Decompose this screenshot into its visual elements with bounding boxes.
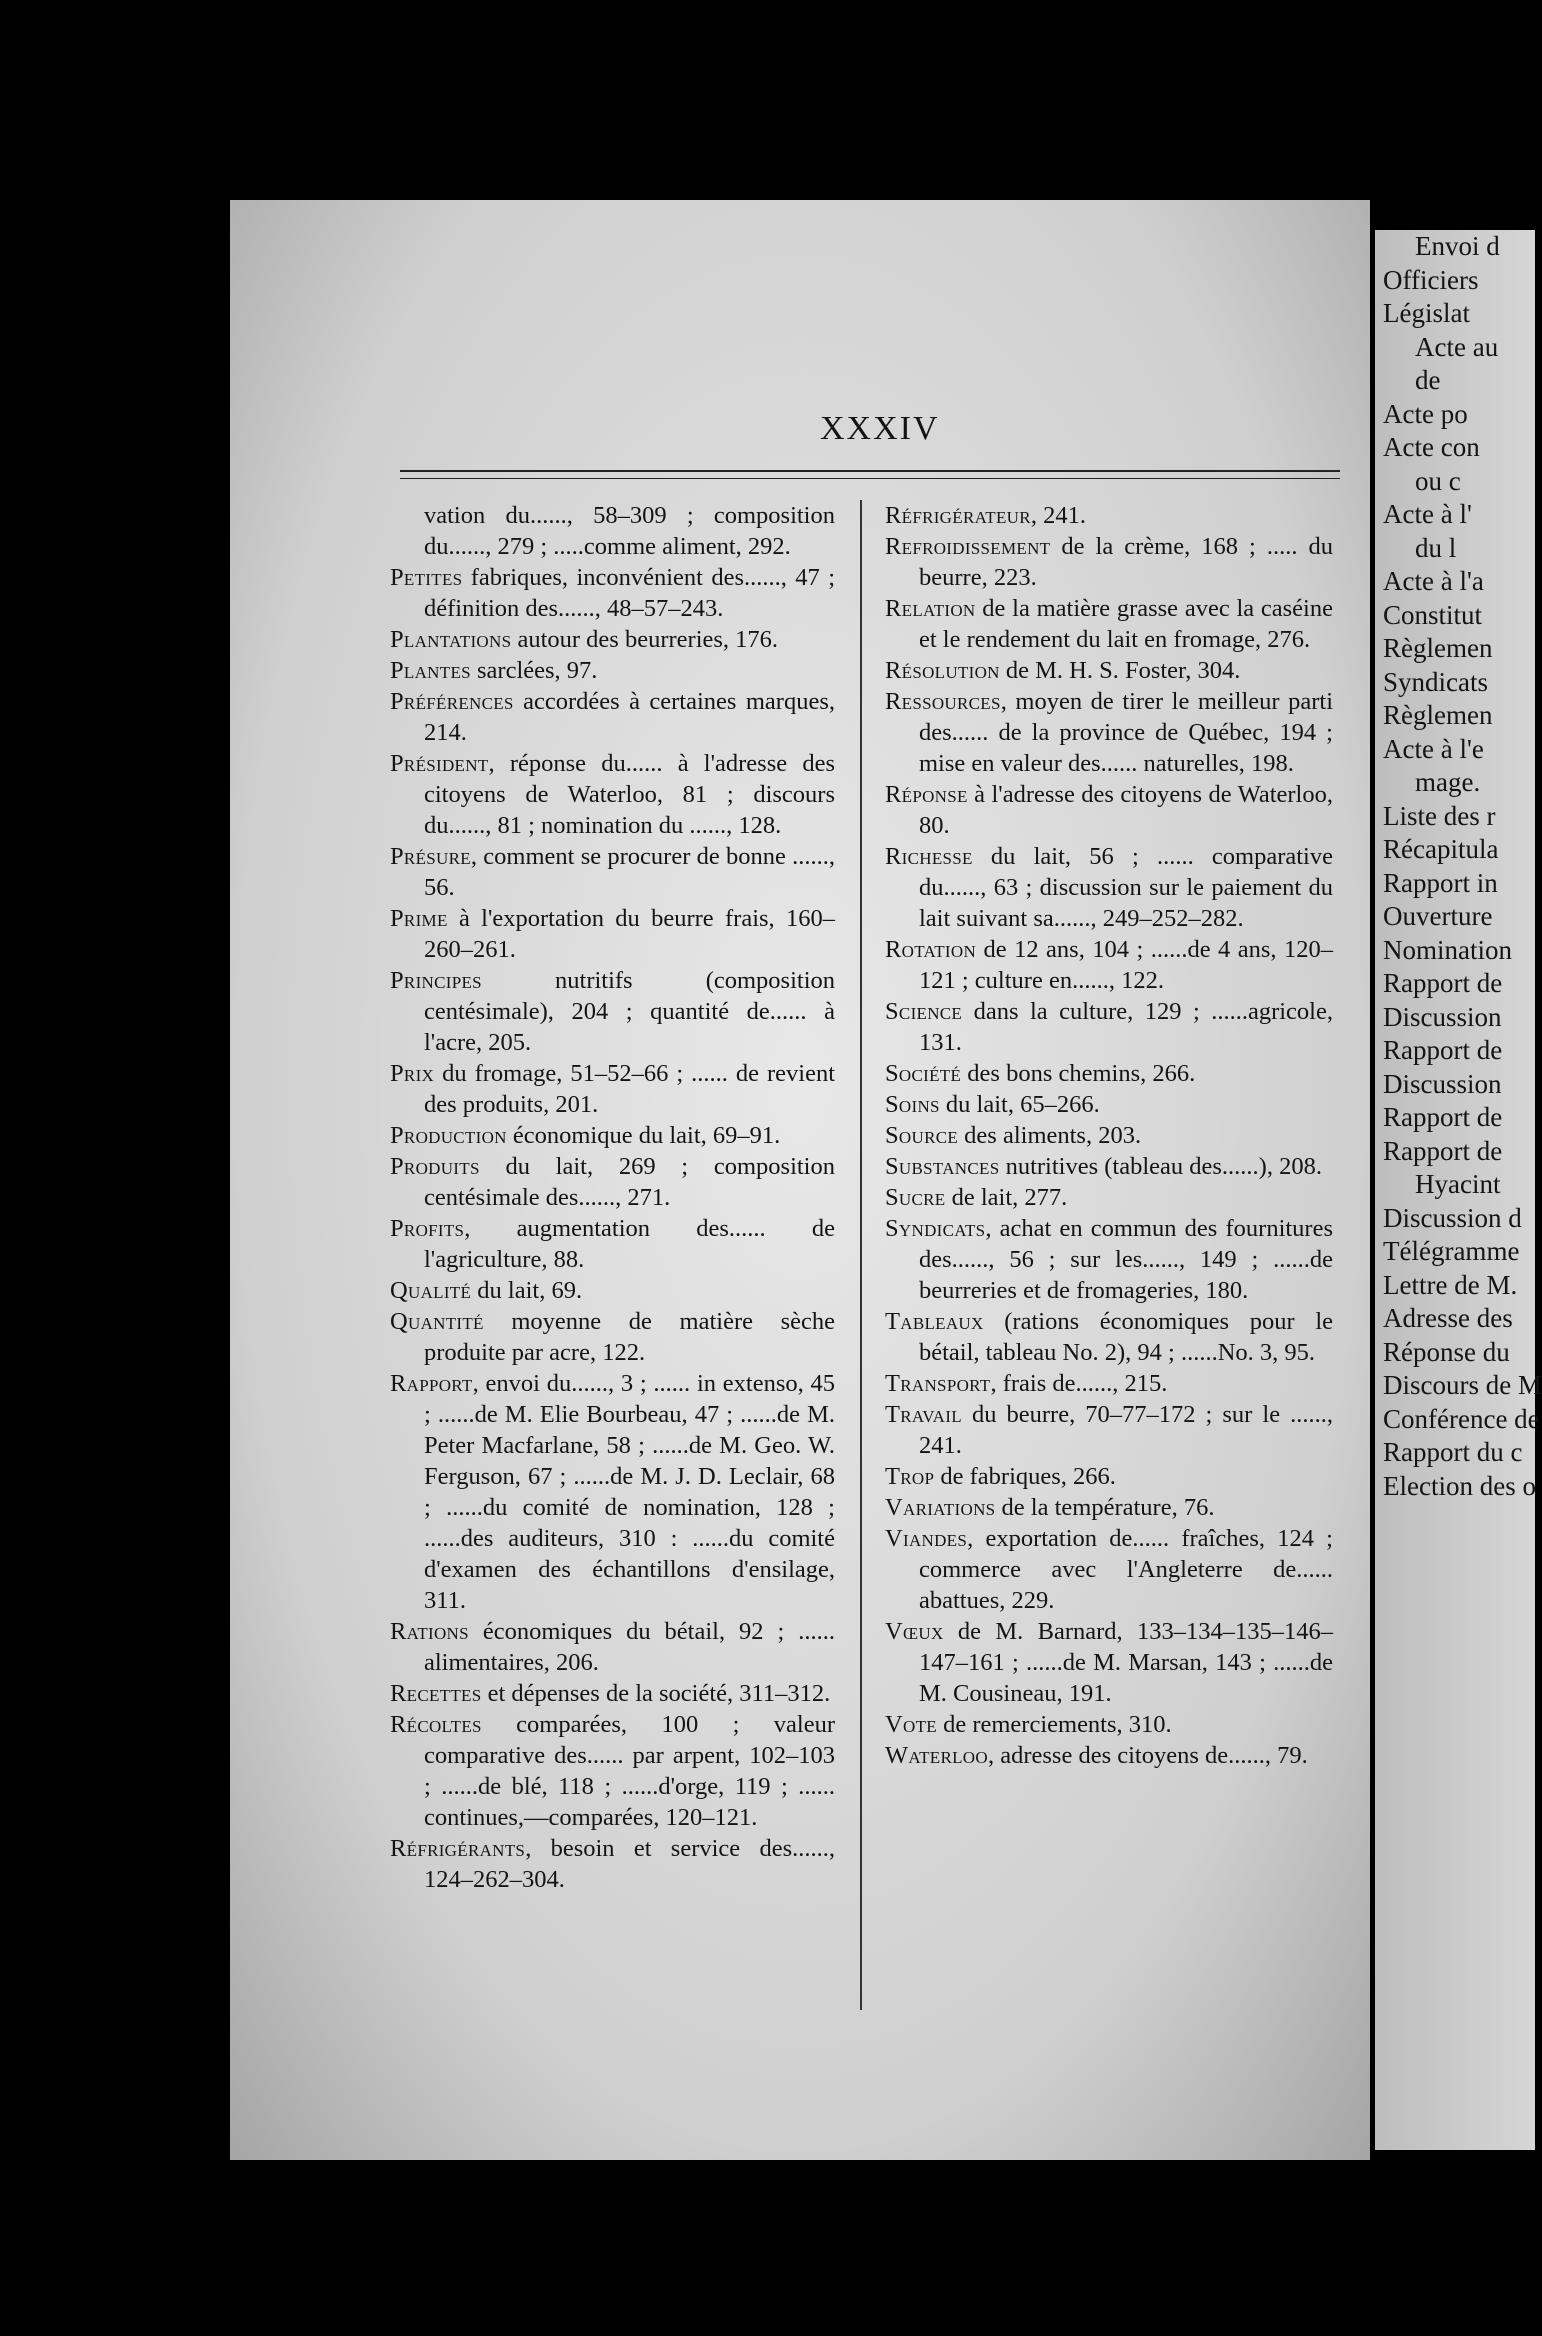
- adjacent-page-line: Rapport du c: [1383, 1437, 1523, 1467]
- adjacent-page-line: Syndicats: [1383, 666, 1488, 697]
- index-entry-text: du lait, 56 ; ...... comparative du......, 63 ; discussion sur le paiement du lait suivant sa......, 249–252–282.: [919, 843, 1333, 932]
- index-entry-text: du beurre, 70–77–172 ; sur le ......, 241.: [919, 1401, 1333, 1459]
- column-divider: [860, 500, 862, 2010]
- index-headword: Prix: [390, 1060, 435, 1087]
- index-headword: Relation: [885, 595, 976, 622]
- index-entry-text: de lait, 277.: [945, 1184, 1068, 1211]
- index-entry-text: économiques du bétail, 92 ; ...... alimentaires, 206.: [424, 1618, 835, 1676]
- index-headword: Présure: [390, 843, 471, 870]
- adjacent-page-line: Règlemen: [1383, 633, 1493, 663]
- index-entry: [885, 655, 1333, 686]
- adjacent-page-line: Discours de M: [1383, 1370, 1542, 1400]
- index-entry-text: de 12 ans, 104 ; ......de 4 ans, 120–121 ; culture en......, 122.: [919, 936, 1333, 994]
- adjacent-page-line: Liste des r: [1383, 800, 1496, 831]
- adjacent-page-line: mage.: [1415, 767, 1481, 797]
- index-entry: [885, 1151, 1333, 1182]
- index-entry-text: vation du......, 58–309 ; composition du......, 279 ; .....comme aliment, 292.: [424, 502, 835, 560]
- index-entry: [885, 1399, 1333, 1461]
- index-entry-text: , adresse des citoyens de......, 79.: [987, 1742, 1308, 1769]
- adjacent-page-line: Acte à l'a: [1383, 566, 1484, 596]
- adjacent-page-line: Législat: [1383, 298, 1470, 328]
- index-entry-text: , 241.: [1030, 502, 1086, 529]
- header-rule-thin: [400, 478, 1340, 479]
- index-headword: Résolution: [885, 657, 1000, 684]
- adjacent-page-line: Election des o: [1383, 1470, 1536, 1501]
- index-headword: Principes: [390, 967, 482, 994]
- index-entry-text: , moyen de tirer le meilleur parti des...... de la province de Québec, 194 ; mise en valeur des...... naturelles, 198.: [919, 688, 1333, 777]
- index-entry: [390, 1368, 835, 1616]
- header-rule: [400, 470, 1340, 472]
- adjacent-page-line: Hyacint: [1415, 1169, 1501, 1199]
- index-entry: [390, 1120, 835, 1151]
- adjacent-page-line: Conférence de: [1383, 1403, 1540, 1434]
- index-headword: Qualité: [390, 1277, 472, 1304]
- index-entry: [390, 655, 835, 686]
- index-entry-text: , besoin et service des......, 124–262–304.: [424, 1835, 835, 1893]
- adjacent-page-line: Envoi d: [1415, 231, 1500, 261]
- adjacent-page-line: Rapport in: [1383, 867, 1498, 898]
- index-headword: Richesse: [885, 843, 973, 870]
- index-entry: [390, 1616, 835, 1678]
- adjacent-page-line: Constitut: [1383, 599, 1483, 630]
- index-entry: [885, 1523, 1333, 1616]
- index-headword: Ressources: [885, 688, 1001, 715]
- index-headword: Rations: [390, 1618, 469, 1645]
- index-entry: [390, 1058, 835, 1120]
- index-entry-text: accordées à certaines marques, 214.: [424, 688, 835, 746]
- index-headword: Produits: [390, 1153, 480, 1180]
- index-headword: Soins: [885, 1091, 940, 1118]
- index-entry-text: à l'exportation du beurre frais, 160–260–261.: [424, 905, 835, 963]
- adjacent-page-line: du l: [1415, 532, 1457, 563]
- index-entry-text: , comment se procurer de bonne ......, 56.: [424, 843, 835, 901]
- adjacent-page-line: Télégramme: [1383, 1236, 1520, 1266]
- index-entry: [390, 903, 835, 965]
- index-entry: [390, 1678, 835, 1709]
- index-entry: [885, 1616, 1333, 1709]
- index-entry-text: du fromage, 51–52–66 ; ...... de revient des produits, 201.: [424, 1060, 835, 1118]
- index-entry: [390, 686, 835, 748]
- index-headword: Waterloo: [885, 1742, 988, 1769]
- index-entry: [885, 686, 1333, 779]
- index-entry: [390, 1213, 835, 1275]
- adjacent-page-line: de: [1415, 365, 1441, 395]
- index-headword: Réponse: [885, 781, 968, 808]
- index-entry-text: , frais de......, 215.: [990, 1370, 1168, 1397]
- adjacent-page-line: Rapport de: [1383, 1035, 1503, 1065]
- index-entry: [390, 1275, 835, 1306]
- index-headword: Prime: [390, 905, 448, 932]
- index-entry-text: de fabriques, 266.: [934, 1463, 1116, 1490]
- adjacent-page-fragment: [1375, 230, 1542, 2150]
- index-headword: Tableaux: [885, 1308, 984, 1335]
- index-headword: Récoltes: [390, 1711, 482, 1738]
- index-entry: [885, 779, 1333, 841]
- index-column-right: [885, 500, 1333, 1771]
- index-entry: [390, 1151, 835, 1213]
- index-headword: Rotation: [885, 936, 977, 963]
- index-entry: [885, 1492, 1333, 1523]
- index-entry: [885, 1368, 1333, 1399]
- index-entry-text: nutritifs (composition centésimale), 204 ; quantité de...... à l'acre, 205.: [424, 967, 835, 1056]
- index-entry: [885, 996, 1333, 1058]
- index-page: [230, 200, 1370, 2160]
- index-headword: Viandes: [885, 1525, 968, 1552]
- index-entry: [885, 1182, 1333, 1213]
- index-headword: Travail: [885, 1401, 962, 1428]
- adjacent-page-line: Acte à l': [1383, 499, 1472, 529]
- adjacent-page-line: Réponse du: [1383, 1336, 1510, 1367]
- index-entry-text: fabriques, inconvénient des......, 47 ; définition des......, 48–57–243.: [424, 564, 835, 622]
- adjacent-page-line: ou c: [1415, 465, 1461, 496]
- index-headword: Source: [885, 1122, 959, 1149]
- index-headword: Profits: [390, 1215, 465, 1242]
- index-headword: Refroidissement: [885, 533, 1051, 560]
- index-headword: Syndicats: [885, 1215, 986, 1242]
- index-headword: Transport: [885, 1370, 991, 1397]
- index-headword: Recettes: [390, 1680, 482, 1707]
- adjacent-page-line: Acte con: [1383, 432, 1480, 462]
- index-entry: [885, 1461, 1333, 1492]
- index-entry-text: sarclées, 97.: [470, 657, 598, 684]
- adjacent-page-line: Discussion: [1383, 1068, 1502, 1099]
- index-entry: [885, 1089, 1333, 1120]
- adjacent-page-line: Lettre de M.: [1383, 1269, 1518, 1300]
- adjacent-page-line: Officiers: [1383, 264, 1479, 295]
- index-entry-text: nutritives (tableau des......), 208.: [999, 1153, 1322, 1180]
- index-entry-text: de M. H. S. Foster, 304.: [999, 657, 1241, 684]
- index-headword: Sucre: [885, 1184, 946, 1211]
- index-entry-text: , exportation de...... fraîches, 124 ; commerce avec l'Angleterre de...... abattues, 229.: [919, 1525, 1333, 1614]
- index-entry-text: du lait, 69.: [471, 1277, 583, 1304]
- index-headword: Rapport: [390, 1370, 473, 1397]
- index-entry-text: , envoi du......, 3 ; ...... in extenso, 45 ; ......de M. Elie Bourbeau, 47 ; ......de M. Peter Macfarlane, 58 ; ......de M. Geo. W. Ferguson, 67 ; ......de M. J. D. Leclair, 68 ; ......du comité de nomination, 128 ; ......des auditeurs, 310 : ......du comité d'examen des échantillons d'ensilage, 311.: [424, 1370, 835, 1614]
- index-entry: [885, 1740, 1333, 1771]
- index-entry: [390, 500, 835, 562]
- index-entry: [390, 1306, 835, 1368]
- index-entry: [390, 841, 835, 903]
- index-headword: Société: [885, 1060, 962, 1087]
- index-entry-text: de la crème, 168 ; ..... du beurre, 223.: [919, 533, 1333, 591]
- index-entry: [885, 1306, 1333, 1368]
- adjacent-page-line: Nomination: [1383, 934, 1512, 965]
- adjacent-page-line: Ouverture: [1383, 901, 1493, 931]
- index-headword: Vœux: [885, 1618, 944, 1645]
- index-entry-text: du lait, 269 ; composition centésimale des......, 271.: [424, 1153, 835, 1211]
- adjacent-page-line: Acte po: [1383, 398, 1468, 429]
- adjacent-page-line: Adresse des: [1383, 1303, 1513, 1333]
- adjacent-page-line: Acte à l'e: [1383, 733, 1484, 764]
- index-entry-text: de la matière grasse avec la caséine et le rendement du lait en fromage, 276.: [919, 595, 1333, 653]
- index-entry-text: moyenne de matière sèche produite par acre, 122.: [424, 1308, 835, 1366]
- index-headword: Vote: [885, 1711, 937, 1738]
- index-headword: Science: [885, 998, 963, 1025]
- index-entry: [885, 1709, 1333, 1740]
- index-entry: [390, 965, 835, 1058]
- index-entry-text: du lait, 65–266.: [939, 1091, 1100, 1118]
- index-entry-text: économique du lait, 69–91.: [506, 1122, 781, 1149]
- index-headword: Petites: [390, 564, 463, 591]
- index-entry: [885, 531, 1333, 593]
- index-entry: [390, 624, 835, 655]
- index-entry: [885, 841, 1333, 934]
- index-headword: Préférences: [390, 688, 514, 715]
- index-headword: Quantité: [390, 1308, 484, 1335]
- adjacent-page-line: Récapitula: [1383, 834, 1499, 864]
- index-entry-text: comparées, 100 ; valeur comparative des...... par arpent, 102–103 ; ......de blé, 118 ; ......d'orge, 119 ; ...... continues,—comparées, 120–121.: [424, 1711, 835, 1831]
- index-entry-text: dans la culture, 129 ; ......agricole, 131.: [919, 998, 1333, 1056]
- index-headword: Trop: [885, 1463, 935, 1490]
- index-entry-text: de M. Barnard, 133–134–135–146–147–161 ; ......de M. Marsan, 143 ; ......de M. Cousineau, 191.: [919, 1618, 1333, 1707]
- index-entry: [885, 1120, 1333, 1151]
- index-headword: Substances: [885, 1153, 1000, 1180]
- index-headword: Plantes: [390, 657, 471, 684]
- index-entry: [390, 562, 835, 624]
- index-headword: Réfrigérants: [390, 1835, 526, 1862]
- index-entry: [390, 1709, 835, 1833]
- adjacent-page-line: Rapport de: [1383, 968, 1503, 998]
- index-headword: Réfrigérateur: [885, 502, 1031, 529]
- index-entry: [390, 748, 835, 841]
- index-entry-text: des aliments, 203.: [958, 1122, 1142, 1149]
- index-entry-text: autour des beurreries, 176.: [511, 626, 779, 653]
- adjacent-page-line: Rapport de: [1383, 1102, 1503, 1132]
- index-headword: Variations: [885, 1494, 996, 1521]
- index-entry-text: (rations économiques pour le bétail, tableau No. 2), 94 ; ......No. 3, 95.: [919, 1308, 1333, 1366]
- index-headword: Président: [390, 750, 489, 777]
- page-number: XXXIV: [820, 410, 940, 447]
- index-entry-text: à l'adresse des citoyens de Waterloo, 80.: [919, 781, 1333, 839]
- adjacent-page-line: Règlemen: [1383, 700, 1493, 730]
- index-entry: [885, 593, 1333, 655]
- adjacent-page-line: Acte au: [1415, 331, 1499, 362]
- index-entry-text: , réponse du...... à l'adresse des citoyens de Waterloo, 81 ; discours du......, 81 ; nomination du ......, 128.: [424, 750, 835, 839]
- index-entry: [390, 1833, 835, 1895]
- index-entry-text: des bons chemins, 266.: [961, 1060, 1196, 1087]
- index-entry-text: de la température, 76.: [995, 1494, 1215, 1521]
- index-entry-text: , achat en commun des fournitures des......, 56 ; sur les......, 149 ; ......de beurreries et de fromageries, 180.: [919, 1215, 1333, 1304]
- adjacent-page-line: Discussion: [1383, 1001, 1502, 1032]
- index-headword: Plantations: [390, 626, 512, 653]
- index-column-left: [390, 500, 835, 1895]
- index-entry: [885, 1213, 1333, 1306]
- index-entry: [885, 934, 1333, 996]
- index-entry-text: de remerciements, 310.: [936, 1711, 1172, 1738]
- index-entry-text: et dépenses de la société, 311–312.: [481, 1680, 831, 1707]
- index-entry-text: , augmentation des...... de l'agriculture, 88.: [424, 1215, 835, 1273]
- index-entry: [885, 1058, 1333, 1089]
- index-headword: Production: [390, 1122, 507, 1149]
- index-entry: [885, 500, 1333, 531]
- adjacent-page-line: Rapport de: [1383, 1135, 1503, 1166]
- adjacent-page-line: Discussion d: [1383, 1202, 1522, 1233]
